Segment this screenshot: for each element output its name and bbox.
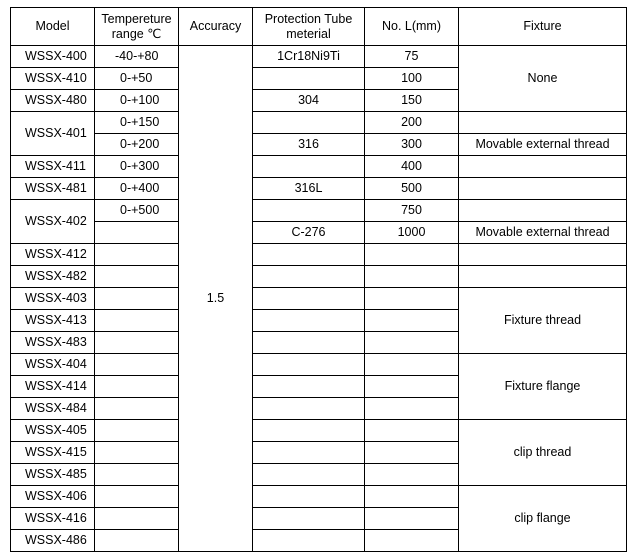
temperature-cell: 0-+400 [95,178,179,200]
material-cell [253,464,365,486]
material-cell [253,266,365,288]
fixture-cell [459,178,627,200]
material-cell: 316L [253,178,365,200]
length-cell [365,464,459,486]
material-cell: 304 [253,90,365,112]
fixture-cell: Movable external thread [459,134,627,156]
length-cell [365,310,459,332]
header-protection-tube: Protection Tube meterial [253,8,365,46]
temperature-cell [95,354,179,376]
temperature-cell: 0-+50 [95,68,179,90]
temperature-cell [95,398,179,420]
material-cell [253,398,365,420]
length-cell: 75 [365,46,459,68]
length-cell [365,266,459,288]
model-cell: WSSX-402 [11,200,95,244]
material-cell: 316 [253,134,365,156]
material-cell: 1Cr18Ni9Ti [253,46,365,68]
temperature-cell [95,244,179,266]
header-temperature-range: Tempereture range ℃ [95,8,179,46]
model-cell: WSSX-400 [11,46,95,68]
temperature-cell [95,266,179,288]
length-cell [365,508,459,530]
temperature-cell [95,376,179,398]
spec-table [10,7,627,552]
length-cell: 200 [365,112,459,134]
temperature-cell [95,420,179,442]
length-cell [365,244,459,266]
temperature-cell [95,332,179,354]
length-cell: 150 [365,90,459,112]
length-cell: 750 [365,200,459,222]
model-cell: WSSX-416 [11,508,95,530]
length-cell: 1000 [365,222,459,244]
model-cell: WSSX-414 [11,376,95,398]
material-cell [253,508,365,530]
material-cell [253,354,365,376]
model-cell: WSSX-404 [11,354,95,376]
length-cell: 400 [365,156,459,178]
fixture-cell: Movable external thread [459,222,627,244]
fixture-cell: Fixture thread [459,288,627,354]
material-cell [253,530,365,552]
model-cell: WSSX-484 [11,398,95,420]
model-cell: WSSX-481 [11,178,95,200]
model-cell: WSSX-485 [11,464,95,486]
fixture-cell [459,244,627,266]
material-cell [253,442,365,464]
header-accuracy: Accuracy [179,8,253,46]
length-cell [365,486,459,508]
model-cell: WSSX-401 [11,112,95,156]
temperature-cell [95,508,179,530]
model-cell: WSSX-415 [11,442,95,464]
model-cell: WSSX-410 [11,68,95,90]
fixture-cell [459,266,627,288]
fixture-cell: None [459,46,627,112]
model-cell: WSSX-483 [11,332,95,354]
length-cell [365,442,459,464]
material-cell [253,288,365,310]
model-cell: WSSX-406 [11,486,95,508]
header-length: No. L(mm) [365,8,459,46]
material-cell [253,376,365,398]
model-cell: WSSX-411 [11,156,95,178]
temperature-cell [95,288,179,310]
material-cell [253,156,365,178]
temperature-cell: 0-+300 [95,156,179,178]
temperature-cell: 0-+100 [95,90,179,112]
model-cell: WSSX-405 [11,420,95,442]
header-fixture: Fixture [459,8,627,46]
length-cell [365,530,459,552]
model-cell: WSSX-412 [11,244,95,266]
length-cell [365,398,459,420]
length-cell: 500 [365,178,459,200]
fixture-cell [459,112,627,134]
temperature-cell [95,486,179,508]
header-model: Model [11,8,95,46]
length-cell [365,288,459,310]
fixture-cell [459,200,627,222]
material-cell [253,200,365,222]
material-cell: C-276 [253,222,365,244]
temperature-cell: -40-+80 [95,46,179,68]
fixture-cell: Fixture flange [459,354,627,420]
temperature-cell [95,530,179,552]
model-cell: WSSX-480 [11,90,95,112]
material-cell [253,420,365,442]
accuracy-cell: 1.5 [179,46,253,552]
length-cell: 100 [365,68,459,90]
fixture-cell: clip thread [459,420,627,486]
model-cell: WSSX-413 [11,310,95,332]
material-cell [253,68,365,90]
material-cell [253,112,365,134]
temperature-cell [95,464,179,486]
length-cell [365,354,459,376]
model-cell: WSSX-482 [11,266,95,288]
temperature-cell [95,310,179,332]
material-cell [253,486,365,508]
temperature-cell: 0-+200 [95,134,179,156]
temperature-cell [95,442,179,464]
length-cell [365,420,459,442]
temperature-cell [95,222,179,244]
length-cell [365,332,459,354]
fixture-cell [459,156,627,178]
fixture-cell: clip flange [459,486,627,552]
material-cell [253,244,365,266]
material-cell [253,310,365,332]
material-cell [253,332,365,354]
temperature-cell: 0-+150 [95,112,179,134]
model-cell: WSSX-403 [11,288,95,310]
temperature-cell: 0-+500 [95,200,179,222]
model-cell: WSSX-486 [11,530,95,552]
length-cell: 300 [365,134,459,156]
length-cell [365,376,459,398]
